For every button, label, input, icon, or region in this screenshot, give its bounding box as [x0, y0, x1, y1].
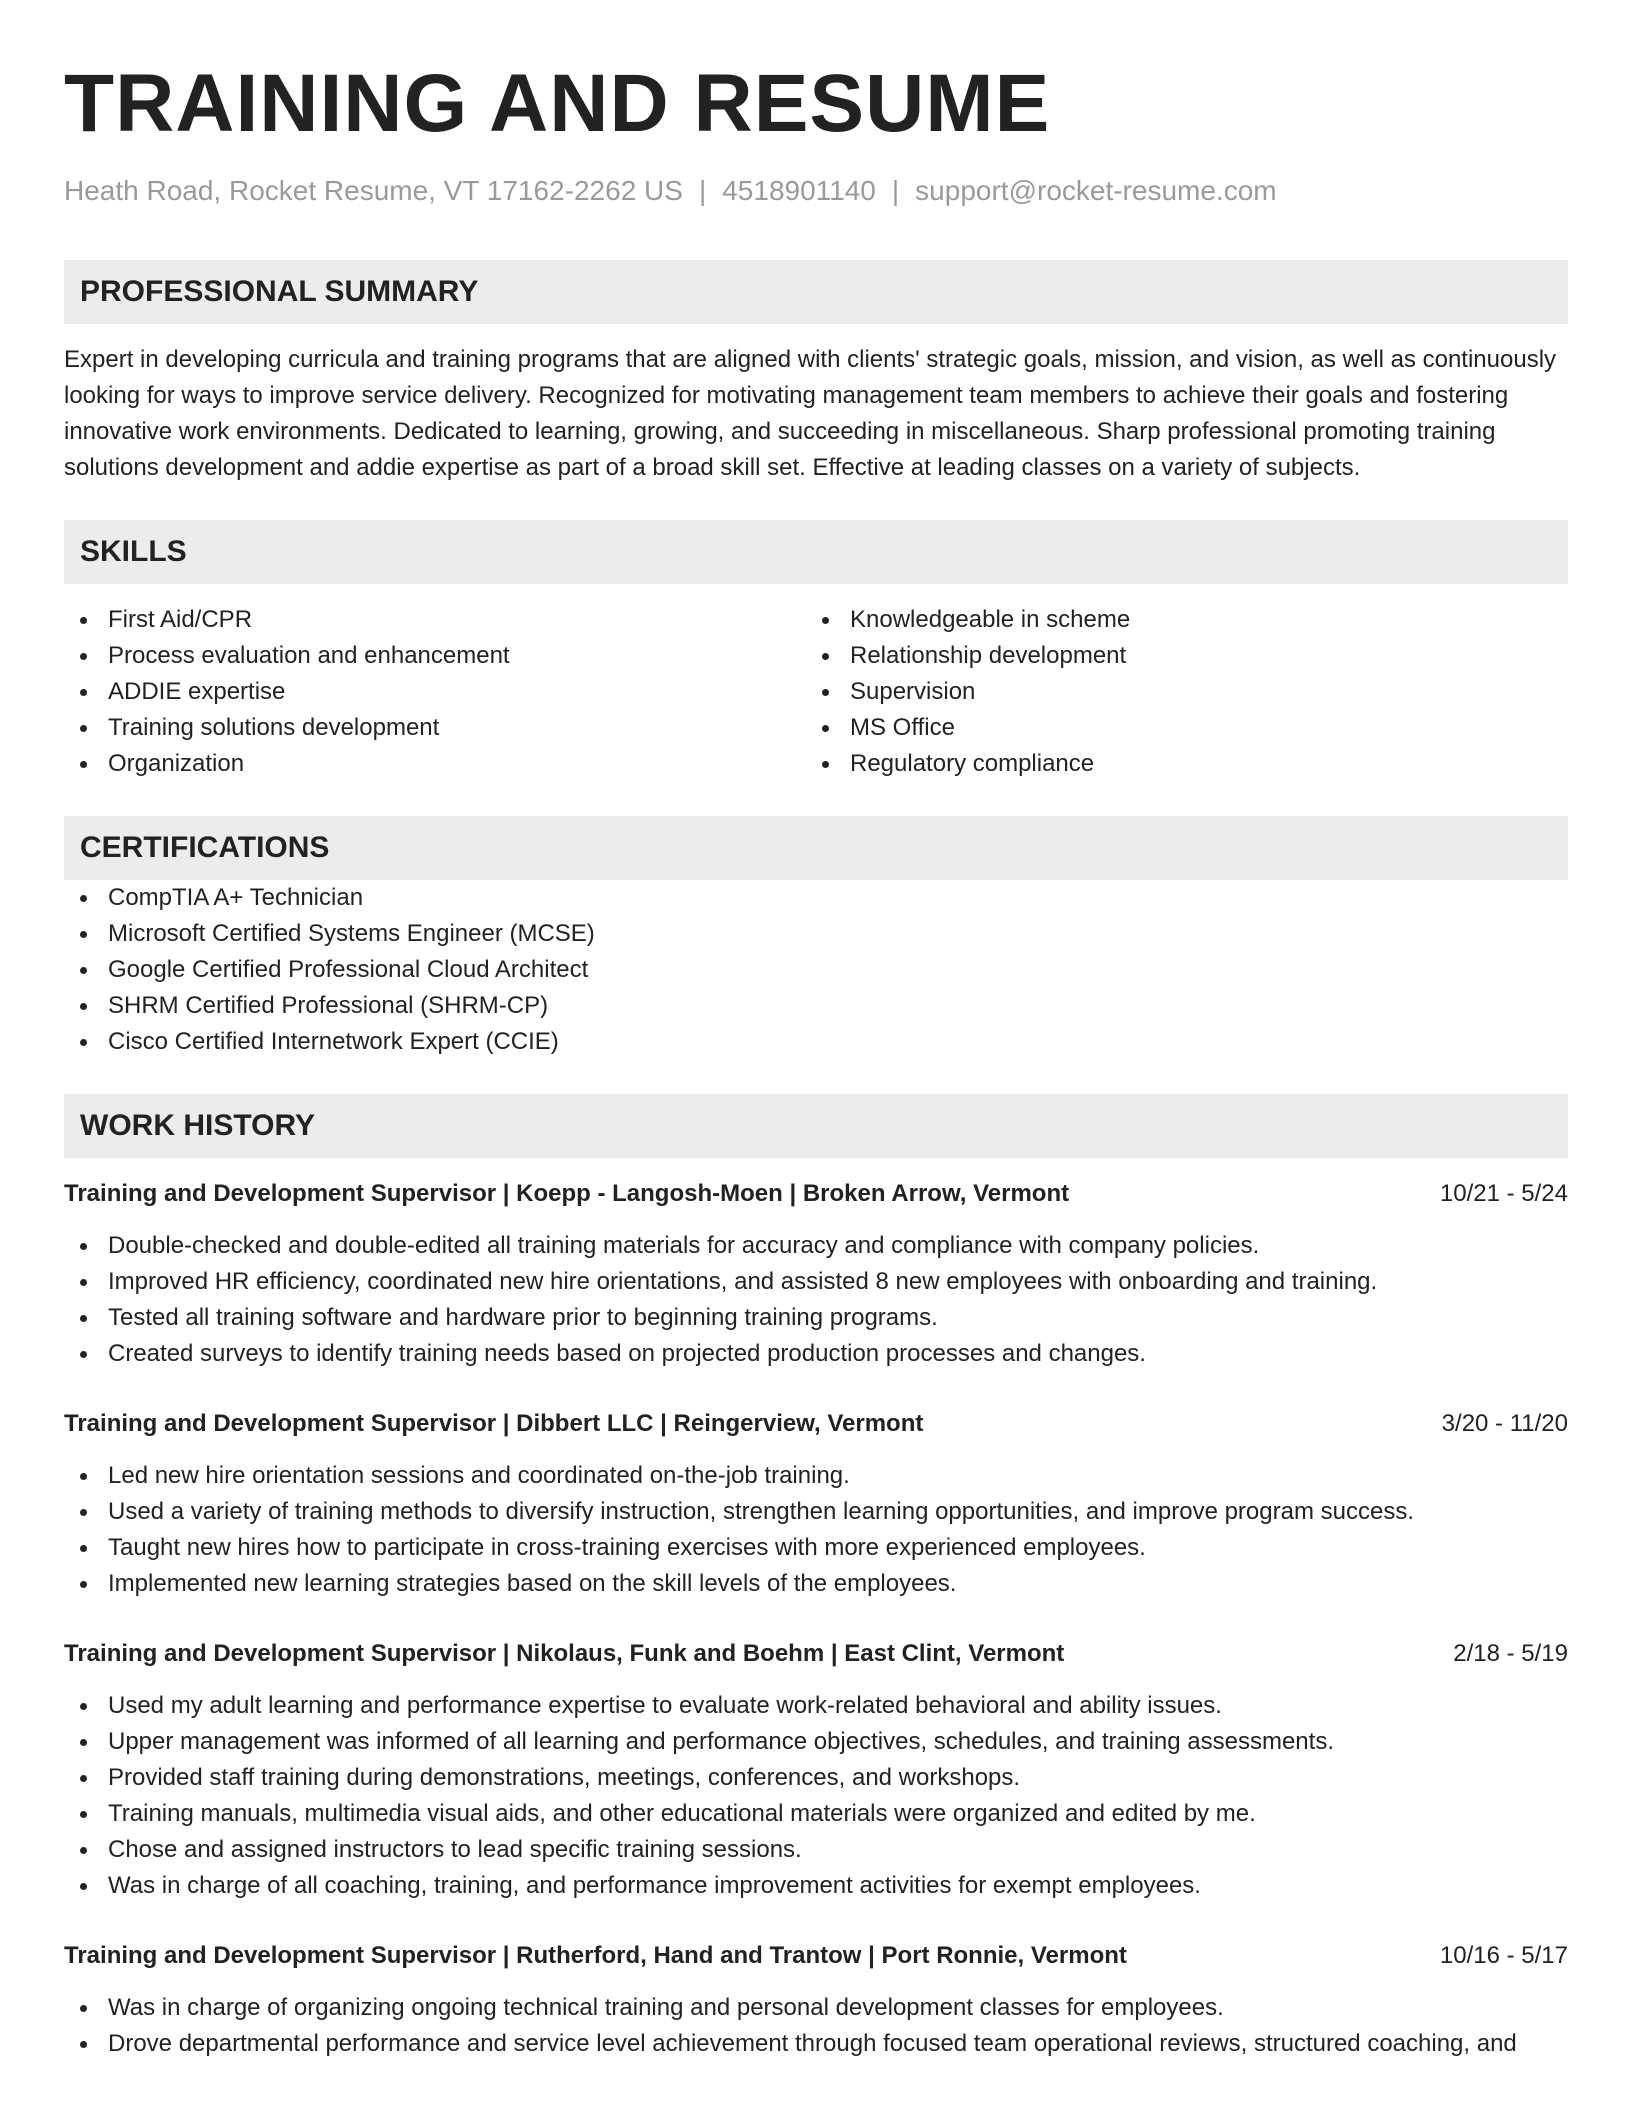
job-title: Training and Development Supervisor | Dibbert LLC | Reingerview, Vermont [64, 1410, 924, 1437]
job-bullet: Drove departmental performance and service level achievement through focused team operational reviews, structured coaching, and [64, 2026, 1568, 2062]
job-dates: 2/18 - 5/19 [1453, 1640, 1568, 1667]
contact-separator: | [698, 175, 707, 206]
job-bullets [64, 1458, 1568, 1602]
job-bullet: Created surveys to identify training needs based on projected production processes and changes. [64, 1336, 1568, 1372]
job-bullets [64, 1688, 1568, 1904]
job-bullet: Taught new hires how to participate in cross-training exercises with more experienced employees. [64, 1530, 1568, 1566]
job-title: Training and Development Supervisor | Koepp - Langosh-Moen | Broken Arrow, Vermont [64, 1180, 1070, 1207]
job-bullet: Double-checked and double-edited all training materials for accuracy and compliance with company policies. [64, 1228, 1568, 1264]
section-header-skills: SKILLS [64, 520, 1568, 584]
skill-item: Process evaluation and enhancement [64, 638, 806, 674]
skill-item: MS Office [806, 710, 1548, 746]
job-bullets [64, 1228, 1568, 1372]
job-header [64, 1938, 1568, 1974]
job-title: Training and Development Supervisor | Rutherford, Hand and Trantow | Port Ronnie, Vermont [64, 1942, 1127, 1969]
skills-grid [64, 602, 1568, 782]
skills-list-left [64, 602, 806, 782]
job-bullet: Tested all training software and hardware prior to beginning training programs. [64, 1300, 1568, 1336]
job-bullet: Training manuals, multimedia visual aids, and other educational materials were organized and edited by me. [64, 1796, 1568, 1832]
job-dates: 10/16 - 5/17 [1439, 1942, 1568, 1969]
skill-item: Training solutions development [64, 710, 806, 746]
job-bullet: Improved HR efficiency, coordinated new hire orientations, and assisted 8 new employees with onboarding and training. [64, 1264, 1568, 1300]
certifications-list [64, 880, 1568, 1060]
skill-item: First Aid/CPR [64, 602, 806, 638]
contact-line [64, 174, 1568, 208]
certification-item: Cisco Certified Internetwork Expert (CCIE) [64, 1024, 1568, 1060]
job-bullet: Implemented new learning strategies based on the skill levels of the employees. [64, 1566, 1568, 1602]
summary-text: Expert in developing curricula and training programs that are aligned with clients' strategic goals, mission, and vision, as well as continuously looking for ways to improve service delivery. Recognized for motivating management team members to achieve their goals and fostering innovative work environments. Dedicated to learning, growing, and succeeding in miscellaneous. Sharp professional promoting training solutions development and addie expertise as part of a broad skill set. Effective at leading classes on a variety of subjects. [64, 346, 1557, 481]
job-dates: 3/20 - 11/20 [1441, 1410, 1568, 1437]
certification-item: Microsoft Certified Systems Engineer (MCSE) [64, 916, 1568, 952]
resume-name: TRAINING AND RESUME [64, 58, 1051, 149]
job-bullet: Upper management was informed of all learning and performance objectives, schedules, and training assessments. [64, 1724, 1568, 1760]
skills-column-left [64, 602, 806, 782]
job-bullet: Chose and assigned instructors to lead specific training sessions. [64, 1832, 1568, 1868]
job-entry [64, 1176, 1568, 1372]
skill-item: Knowledgeable in scheme [806, 602, 1548, 638]
section-header-certifications: CERTIFICATIONS [64, 816, 1568, 880]
job-bullets [64, 1990, 1568, 2062]
job-header [64, 1406, 1568, 1442]
job-bullet: Was in charge of organizing ongoing technical training and personal development classes for employees. [64, 1990, 1568, 2026]
contact-address: Heath Road, Rocket Resume, VT 17162-2262 US [64, 175, 683, 206]
certification-item: Google Certified Professional Cloud Architect [64, 952, 1568, 988]
certification-item: SHRM Certified Professional (SHRM-CP) [64, 988, 1568, 1024]
skill-item: Supervision [806, 674, 1548, 710]
contact-phone: 4518901140 [722, 175, 876, 206]
job-dates: 10/21 - 5/24 [1439, 1180, 1568, 1207]
section-header-summary: PROFESSIONAL SUMMARY [64, 260, 1568, 324]
job-bullet: Led new hire orientation sessions and coordinated on-the-job training. [64, 1458, 1568, 1494]
job-bullet: Provided staff training during demonstrations, meetings, conferences, and workshops. [64, 1760, 1568, 1796]
job-entry [64, 1636, 1568, 1904]
skills-column-right [806, 602, 1548, 782]
contact-email: support@rocket-resume.com [915, 175, 1277, 206]
contact-separator: | [891, 175, 900, 206]
job-bullet: Was in charge of all coaching, training, and performance improvement activities for exempt employees. [64, 1868, 1568, 1904]
skill-item: Relationship development [806, 638, 1548, 674]
skill-item: Organization [64, 746, 806, 782]
job-bullet: Used my adult learning and performance expertise to evaluate work-related behavioral and ability issues. [64, 1688, 1568, 1724]
skills-list-right [806, 602, 1548, 782]
job-header [64, 1636, 1568, 1672]
job-entry [64, 1938, 1568, 2062]
section-header-work-history: WORK HISTORY [64, 1094, 1568, 1158]
job-bullet: Used a variety of training methods to diversify instruction, strengthen learning opportunities, and improve program success. [64, 1494, 1568, 1530]
skill-item: Regulatory compliance [806, 746, 1548, 782]
certification-item: CompTIA A+ Technician [64, 880, 1568, 916]
job-header [64, 1176, 1568, 1212]
job-title: Training and Development Supervisor | Nikolaus, Funk and Boehm | East Clint, Vermont [64, 1640, 1065, 1667]
skill-item: ADDIE expertise [64, 674, 806, 710]
job-entry [64, 1406, 1568, 1602]
